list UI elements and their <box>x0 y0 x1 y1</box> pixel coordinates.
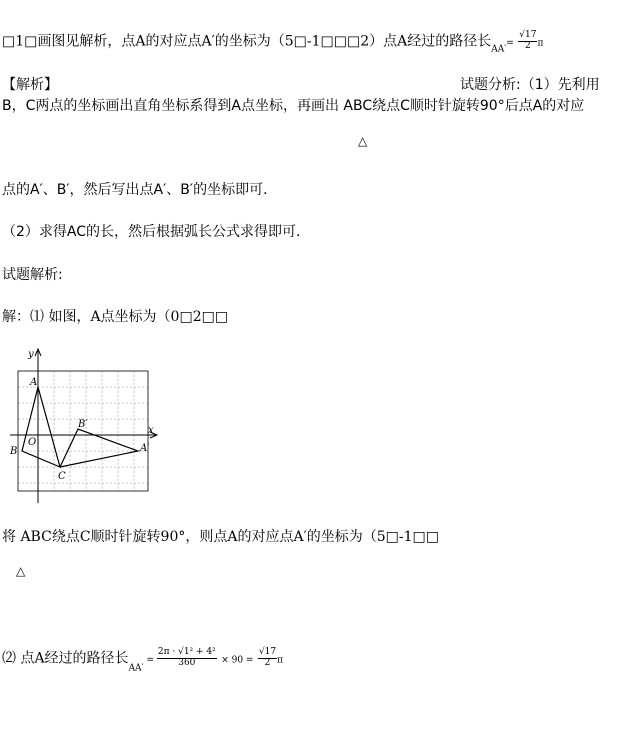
coordinate-figure <box>8 345 168 505</box>
part-2-prefix: ⑵ 点A经过的路径长 <box>2 650 129 667</box>
fraction-numerator: √17 <box>519 30 537 40</box>
formula-denominator: 360 <box>178 657 196 668</box>
triangle-symbol: △ <box>358 134 368 148</box>
answer-text: □1□画图见解析，点A的对应点A′的坐标为（5□-1□□□2）点A经过的路径长 <box>2 33 492 50</box>
label-x: x <box>148 425 154 436</box>
label-a: A <box>30 377 38 388</box>
fraction-denominator: 2 <box>525 40 531 51</box>
arc-subscript-2: AA′ <box>128 663 144 674</box>
answer-fraction <box>518 31 537 52</box>
label-b: B <box>10 446 18 457</box>
label-y: y <box>28 349 34 360</box>
answer-line <box>2 31 543 54</box>
analysis-line-2: B，C两点的坐标画出直角坐标系得到A点坐标，再画出 ABC绕点C顺时针旋转90°后点A的对应 <box>2 98 585 114</box>
arc-subscript: AA′ <box>491 44 507 55</box>
label-o: O <box>28 437 37 448</box>
equals-sign: = <box>506 38 514 49</box>
analysis-line-3: 点的A′、B′，然后写出点A′、B′的坐标即可． <box>2 182 278 198</box>
result-numerator: √17 <box>258 647 277 657</box>
arc-length-formula <box>157 648 217 669</box>
result-denominator: 2 <box>264 657 271 668</box>
solution-label: 试题解析: <box>2 267 63 283</box>
triangle-symbol-2: △ <box>16 564 26 578</box>
analysis-line-4: （2）求得AC的长，然后根据弧长公式求得即可． <box>2 224 311 240</box>
solution-part-2: ⑵ 点A经过的路径长$_{AA'}$ = $\frac{\text{2π · √1² + 4²}}{360}$ × 90 = $\frac{√17}{2}$ π <box>2 647 284 674</box>
label-a-prime: A′ <box>140 443 150 454</box>
formula-middle: × 90 = <box>221 655 254 666</box>
pi-symbol-2: π <box>277 655 284 666</box>
rotation-statement: 将 ABC绕点C顺时针旋转90°，则点A的对应点A′的坐标为（5□-1□□ <box>2 529 439 545</box>
result-fraction <box>258 648 277 669</box>
analysis-intro: 试题分析:（1）先利用 <box>460 77 600 93</box>
label-b-prime: B′ <box>78 419 88 430</box>
analysis-heading: 【解析】 <box>2 77 58 93</box>
solution-part-1: 解：⑴ 如图，A点坐标为（0□2□□ <box>2 309 229 325</box>
formula-numerator: 2π · √1² + 4² <box>157 647 216 657</box>
pi-symbol: π <box>537 38 544 49</box>
label-c: C <box>58 471 66 482</box>
